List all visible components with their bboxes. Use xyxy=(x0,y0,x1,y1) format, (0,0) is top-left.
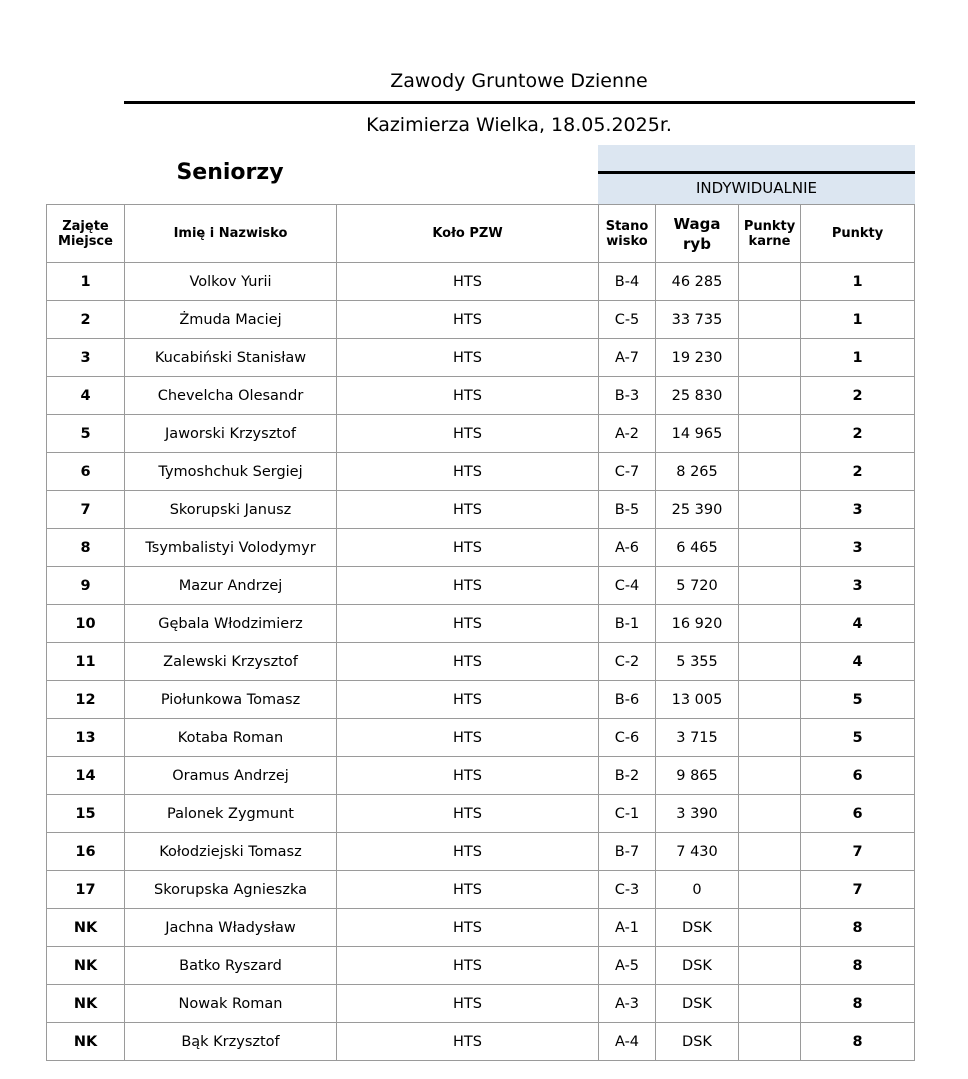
cell-stand: A-4 xyxy=(599,1023,656,1061)
cell-weight: 14 965 xyxy=(656,415,739,453)
cell-club: HTS xyxy=(337,833,599,871)
column-header-place xyxy=(47,205,125,263)
cell-penalty xyxy=(739,567,801,605)
cell-place: 17 xyxy=(47,871,125,909)
table-row xyxy=(47,415,915,453)
cell-name: Tymoshchuk Sergiej xyxy=(125,453,337,491)
cell-weight: 25 390 xyxy=(656,491,739,529)
cell-name: Volkov Yurii xyxy=(125,263,337,301)
cell-place: NK xyxy=(47,947,125,985)
table-row xyxy=(47,871,915,909)
cell-club: HTS xyxy=(337,1023,599,1061)
cell-weight: 19 230 xyxy=(656,339,739,377)
column-header-place-line2: Miejsce xyxy=(58,233,113,249)
cell-club: HTS xyxy=(337,415,599,453)
cell-points: 6 xyxy=(801,795,915,833)
table-row xyxy=(47,1023,915,1061)
cell-penalty xyxy=(739,415,801,453)
column-header-place-line1: Zajęte xyxy=(62,218,109,234)
cell-club: HTS xyxy=(337,985,599,1023)
cell-weight: 16 920 xyxy=(656,605,739,643)
table-row xyxy=(47,567,915,605)
cell-weight: 6 465 xyxy=(656,529,739,567)
cell-place: 1 xyxy=(47,263,125,301)
table-header-row xyxy=(47,205,915,263)
cell-penalty xyxy=(739,909,801,947)
cell-stand: C-4 xyxy=(599,567,656,605)
cell-points: 2 xyxy=(801,415,915,453)
cell-penalty xyxy=(739,529,801,567)
cell-name: Batko Ryszard xyxy=(125,947,337,985)
cell-weight: DSK xyxy=(656,909,739,947)
cell-name: Żmuda Maciej xyxy=(125,301,337,339)
cell-penalty xyxy=(739,377,801,415)
cell-penalty xyxy=(739,453,801,491)
table-row xyxy=(47,263,915,301)
cell-club: HTS xyxy=(337,377,599,415)
cell-place: 13 xyxy=(47,719,125,757)
column-header-penalty-line1: Punkty xyxy=(743,218,796,234)
cell-place: 16 xyxy=(47,833,125,871)
section-label: INDYWIDUALNIE xyxy=(598,174,915,204)
cell-penalty xyxy=(739,605,801,643)
table-row xyxy=(47,719,915,757)
cell-stand: B-1 xyxy=(599,605,656,643)
cell-name: Palonek Zygmunt xyxy=(125,795,337,833)
column-header-penalty-line2: karne xyxy=(748,233,791,249)
cell-name: Nowak Roman xyxy=(125,985,337,1023)
cell-stand: C-5 xyxy=(599,301,656,339)
cell-points: 6 xyxy=(801,757,915,795)
cell-club: HTS xyxy=(337,529,599,567)
cell-weight: 3 715 xyxy=(656,719,739,757)
cell-name: Jachna Władysław xyxy=(125,909,337,947)
cell-stand: A-6 xyxy=(599,529,656,567)
column-header-weight xyxy=(656,205,739,263)
cell-weight: 3 390 xyxy=(656,795,739,833)
cell-place: 9 xyxy=(47,567,125,605)
cell-stand: C-3 xyxy=(599,871,656,909)
category-heading: Seniorzy xyxy=(176,160,284,185)
cell-place: 5 xyxy=(47,415,125,453)
cell-points: 4 xyxy=(801,605,915,643)
column-header-penalty xyxy=(739,205,801,263)
column-header-points: Punkty xyxy=(801,205,915,263)
cell-club: HTS xyxy=(337,605,599,643)
cell-place: 15 xyxy=(47,795,125,833)
table-row xyxy=(47,453,915,491)
cell-place: 10 xyxy=(47,605,125,643)
cell-points: 8 xyxy=(801,1023,915,1061)
table-row xyxy=(47,339,915,377)
table-row xyxy=(47,491,915,529)
cell-stand: A-5 xyxy=(599,947,656,985)
cell-penalty xyxy=(739,1023,801,1061)
cell-weight: 9 865 xyxy=(656,757,739,795)
cell-penalty xyxy=(739,681,801,719)
column-header-weight-line1: Waga xyxy=(673,214,721,233)
cell-name: Tsymbalistyi Volodymyr xyxy=(125,529,337,567)
document-title: Zawody Gruntowe Dzienne xyxy=(390,70,648,92)
cell-stand: C-7 xyxy=(599,453,656,491)
cell-penalty xyxy=(739,795,801,833)
cell-name: Mazur Andrzej xyxy=(125,567,337,605)
cell-points: 8 xyxy=(801,947,915,985)
cell-stand: B-7 xyxy=(599,833,656,871)
cell-club: HTS xyxy=(337,909,599,947)
cell-points: 2 xyxy=(801,453,915,491)
cell-place: NK xyxy=(47,909,125,947)
cell-stand: C-6 xyxy=(599,719,656,757)
cell-weight: 8 265 xyxy=(656,453,739,491)
cell-place: 8 xyxy=(47,529,125,567)
cell-club: HTS xyxy=(337,263,599,301)
cell-club: HTS xyxy=(337,757,599,795)
cell-penalty xyxy=(739,491,801,529)
cell-points: 3 xyxy=(801,491,915,529)
cell-stand: A-7 xyxy=(599,339,656,377)
cell-weight: 46 285 xyxy=(656,263,739,301)
cell-points: 8 xyxy=(801,909,915,947)
cell-club: HTS xyxy=(337,795,599,833)
cell-name: Gębala Włodzimierz xyxy=(125,605,337,643)
cell-penalty xyxy=(739,643,801,681)
cell-name: Piołunkowa Tomasz xyxy=(125,681,337,719)
column-header-stand-line2: wisko xyxy=(606,233,648,249)
cell-points: 2 xyxy=(801,377,915,415)
cell-weight: 5 720 xyxy=(656,567,739,605)
cell-stand: B-2 xyxy=(599,757,656,795)
cell-club: HTS xyxy=(337,871,599,909)
column-header-stand-line1: Stano xyxy=(605,218,649,234)
table-row xyxy=(47,985,915,1023)
cell-penalty xyxy=(739,833,801,871)
cell-points: 1 xyxy=(801,301,915,339)
cell-club: HTS xyxy=(337,453,599,491)
cell-club: HTS xyxy=(337,643,599,681)
cell-name: Oramus Andrzej xyxy=(125,757,337,795)
cell-name: Kotaba Roman xyxy=(125,719,337,757)
cell-club: HTS xyxy=(337,567,599,605)
cell-place: 11 xyxy=(47,643,125,681)
cell-name: Skorupski Janusz xyxy=(125,491,337,529)
cell-weight: 25 830 xyxy=(656,377,739,415)
cell-penalty xyxy=(739,339,801,377)
cell-points: 8 xyxy=(801,985,915,1023)
cell-points: 7 xyxy=(801,833,915,871)
cell-stand: A-3 xyxy=(599,985,656,1023)
cell-weight: DSK xyxy=(656,947,739,985)
cell-weight: 5 355 xyxy=(656,643,739,681)
table-row xyxy=(47,605,915,643)
cell-penalty xyxy=(739,757,801,795)
cell-club: HTS xyxy=(337,491,599,529)
cell-points: 4 xyxy=(801,643,915,681)
cell-stand: A-2 xyxy=(599,415,656,453)
table-row xyxy=(47,643,915,681)
cell-penalty xyxy=(739,719,801,757)
cell-place: 6 xyxy=(47,453,125,491)
column-header-club: Koło PZW xyxy=(337,205,599,263)
column-header-weight-line2: ryb xyxy=(683,234,711,253)
table-row xyxy=(47,795,915,833)
cell-club: HTS xyxy=(337,681,599,719)
cell-penalty xyxy=(739,263,801,301)
cell-name: Bąk Krzysztof xyxy=(125,1023,337,1061)
cell-stand: B-5 xyxy=(599,491,656,529)
cell-weight: 13 005 xyxy=(656,681,739,719)
cell-stand: C-2 xyxy=(599,643,656,681)
cell-name: Jaworski Krzysztof xyxy=(125,415,337,453)
results-table xyxy=(46,204,915,1061)
cell-place: 12 xyxy=(47,681,125,719)
cell-weight: DSK xyxy=(656,1023,739,1061)
table-row xyxy=(47,947,915,985)
cell-penalty xyxy=(739,871,801,909)
table-row xyxy=(47,681,915,719)
cell-penalty xyxy=(739,301,801,339)
cell-points: 3 xyxy=(801,567,915,605)
cell-club: HTS xyxy=(337,301,599,339)
cell-stand: B-4 xyxy=(599,263,656,301)
cell-points: 7 xyxy=(801,871,915,909)
cell-stand: B-6 xyxy=(599,681,656,719)
cell-stand: A-1 xyxy=(599,909,656,947)
cell-place: 14 xyxy=(47,757,125,795)
cell-name: Skorupska Agnieszka xyxy=(125,871,337,909)
column-header-stand xyxy=(599,205,656,263)
cell-points: 5 xyxy=(801,681,915,719)
cell-points: 1 xyxy=(801,339,915,377)
cell-name: Chevelcha Olesandr xyxy=(125,377,337,415)
cell-stand: C-1 xyxy=(599,795,656,833)
table-row xyxy=(47,529,915,567)
cell-club: HTS xyxy=(337,339,599,377)
column-header-name: Imię i Nazwisko xyxy=(125,205,337,263)
cell-place: 3 xyxy=(47,339,125,377)
cell-club: HTS xyxy=(337,947,599,985)
cell-name: Kucabiński Stanisław xyxy=(125,339,337,377)
cell-penalty xyxy=(739,985,801,1023)
title-divider xyxy=(124,101,915,104)
cell-name: Kołodziejski Tomasz xyxy=(125,833,337,871)
table-row xyxy=(47,301,915,339)
cell-place: 7 xyxy=(47,491,125,529)
cell-points: 1 xyxy=(801,263,915,301)
table-row xyxy=(47,833,915,871)
cell-weight: 0 xyxy=(656,871,739,909)
cell-place: NK xyxy=(47,1023,125,1061)
cell-stand: B-3 xyxy=(599,377,656,415)
table-row xyxy=(47,909,915,947)
document-subtitle: Kazimierza Wielka, 18.05.2025r. xyxy=(366,114,672,136)
table-row xyxy=(47,377,915,415)
cell-points: 3 xyxy=(801,529,915,567)
section-band xyxy=(598,145,915,171)
cell-penalty xyxy=(739,947,801,985)
cell-club: HTS xyxy=(337,719,599,757)
cell-place: 4 xyxy=(47,377,125,415)
cell-place: NK xyxy=(47,985,125,1023)
cell-weight: DSK xyxy=(656,985,739,1023)
cell-weight: 7 430 xyxy=(656,833,739,871)
cell-points: 5 xyxy=(801,719,915,757)
cell-place: 2 xyxy=(47,301,125,339)
table-row xyxy=(47,757,915,795)
cell-name: Zalewski Krzysztof xyxy=(125,643,337,681)
cell-weight: 33 735 xyxy=(656,301,739,339)
